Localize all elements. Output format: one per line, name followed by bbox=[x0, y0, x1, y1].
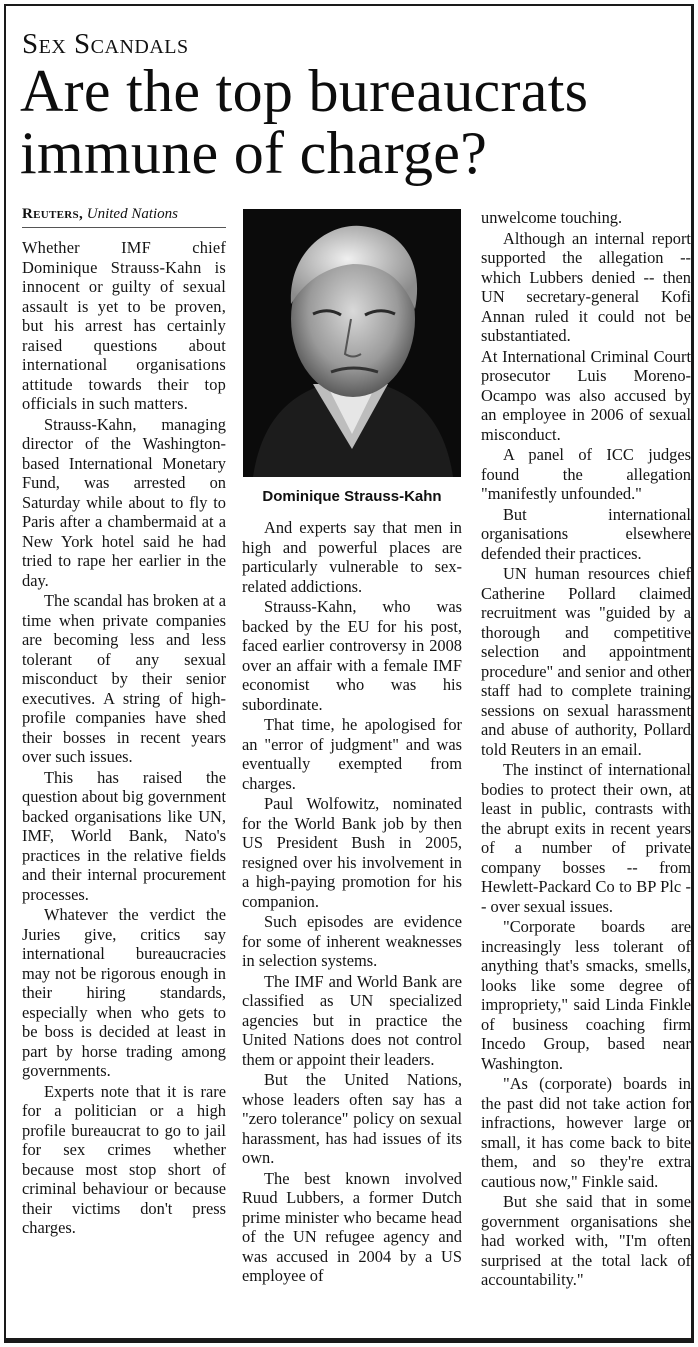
paragraph: Whatever the verdict the Juries give, critics say international bureaucracies may not be rigorous enough in their hiring standards, especially when who gets to be boss is decided at least in part by horse trading among governments. bbox=[22, 905, 226, 1080]
byline bbox=[22, 206, 226, 228]
paragraph: But she said that in some government organisations she had worked with, "I'm often surprised at the total lack of accountability." bbox=[481, 1192, 691, 1289]
paragraph: Such episodes are evidence for some of inherent weaknesses in selection systems. bbox=[242, 912, 462, 970]
paragraph: UN human resources chief Catherine Pollard claimed recruitment was "guided by a thorough and competitive selection and appointment procedure" and senior and other staff had to complete training sessions on sexual harassment and abuse of authority, Pollard told Reuters in an email. bbox=[481, 564, 691, 759]
paragraph: Strauss-Kahn, who was backed by the EU for his post, faced earlier controversy in 2008 over an affair with a female IMF economist who was his subordinate. bbox=[242, 597, 462, 714]
paragraph: Paul Wolfowitz, nominated for the World Bank job by then US President Bush in 2005, resigned over his involvement in a high-paying promotion for his companion. bbox=[242, 794, 462, 911]
paragraph: "Corporate boards are increasingly less tolerant of anything that's smacks, smells, looks like some degree of impropriety," said Linda Finkle of business coaching firm Incedo Group, based near Washington. bbox=[481, 917, 691, 1073]
paragraph: Whether IMF chief Dominique Strauss-Kahn is innocent or guilty of sexual assault is yet to be proven, but his arrest has certainly raised questions about international organisations attitude towards their top officials in such matters. bbox=[22, 238, 226, 413]
byline-agency: Reuters, bbox=[22, 206, 83, 222]
photo-caption: Dominique Strauss-Kahn bbox=[262, 488, 442, 505]
paragraph: And experts say that men in high and powerful places are particularly vulnerable to sex-related addictions. bbox=[242, 518, 462, 596]
paragraph: Experts note that it is rare for a politician or a high profile bureaucrat to go to jail for sex crimes whether because most stop short of criminal behaviour or because their victims don't press charges. bbox=[22, 1081, 226, 1237]
paragraph: But international organisations elsewhere defended their practices. bbox=[481, 504, 691, 563]
article-column-2 bbox=[242, 518, 462, 1287]
article-column-3 bbox=[481, 208, 691, 1291]
paragraph: A panel of ICC judges found the allegation "manifestly unfounded." bbox=[481, 445, 691, 503]
paragraph: "As (corporate) boards in the past did not take action for infractions, however large or small, it has come back to bite them, and so they're extra cautious now," Finkle said. bbox=[481, 1074, 691, 1191]
newspaper-clipping bbox=[4, 4, 694, 1343]
portrait-photo bbox=[243, 209, 461, 477]
paragraph: But the United Nations, whose leaders often say has a "zero tolerance" policy on sexual harassment, has had issues of its own. bbox=[242, 1070, 462, 1167]
paragraph: That time, he apologised for an "error of judgment" and was eventually exempted from charges. bbox=[242, 715, 462, 793]
article-column-1 bbox=[22, 238, 226, 1239]
section-kicker: Sex Scandals bbox=[22, 28, 189, 60]
paragraph: unwelcome touching. bbox=[481, 208, 623, 227]
paragraph: The IMF and World Bank are classified as UN specialized agencies but in practice the United Nations does not control them or appoint their leaders. bbox=[242, 971, 462, 1069]
portrait-illustration bbox=[243, 209, 461, 477]
paragraph: Strauss-Kahn, managing director of the Washington-based International Monetary Fund, was arrested on Saturday while about to fly to Paris after a chambermaid at a New York hotel said he had tried to rape her earlier in the day. bbox=[22, 414, 226, 590]
paragraph: This has raised the question about big government backed organisations like UN, IMF, World Bank, Nato's practices in the relative fields and their internal procurement processes. bbox=[22, 767, 226, 904]
paragraph: The instinct of international bodies to protect their own, at least in public, contrasts with the abrupt exits in recent years of a number of private company bosses -- from Hewlett-Packard Co to BP Plc -- over sexual issues. bbox=[481, 760, 691, 916]
paragraph: At International Criminal Court prosecutor Luis Moreno-Ocampo was also accused by an employee in 2006 of sexual misconduct. bbox=[481, 346, 691, 444]
paragraph: The best known involved Ruud Lubbers, a former Dutch prime minister who became head of the UN refugee agency and was accused in 2004 by a US employee of bbox=[242, 1168, 462, 1285]
paragraph: The scandal has broken at a time when private companies are becoming less and less tolerant of any sexual misconduct by their senior executives. A string of high-profile companies have shed their bosses in recent years over such issues. bbox=[22, 591, 226, 766]
paragraph: Although an internal report supported the allegation -- which Lubbers denied -- then UN secretary-general Kofi Annan ruled it could not be substantiated. bbox=[481, 228, 691, 345]
byline-dateline: United Nations bbox=[86, 206, 179, 222]
headline: Are the top bureaucrats immune of charge? bbox=[20, 58, 589, 186]
